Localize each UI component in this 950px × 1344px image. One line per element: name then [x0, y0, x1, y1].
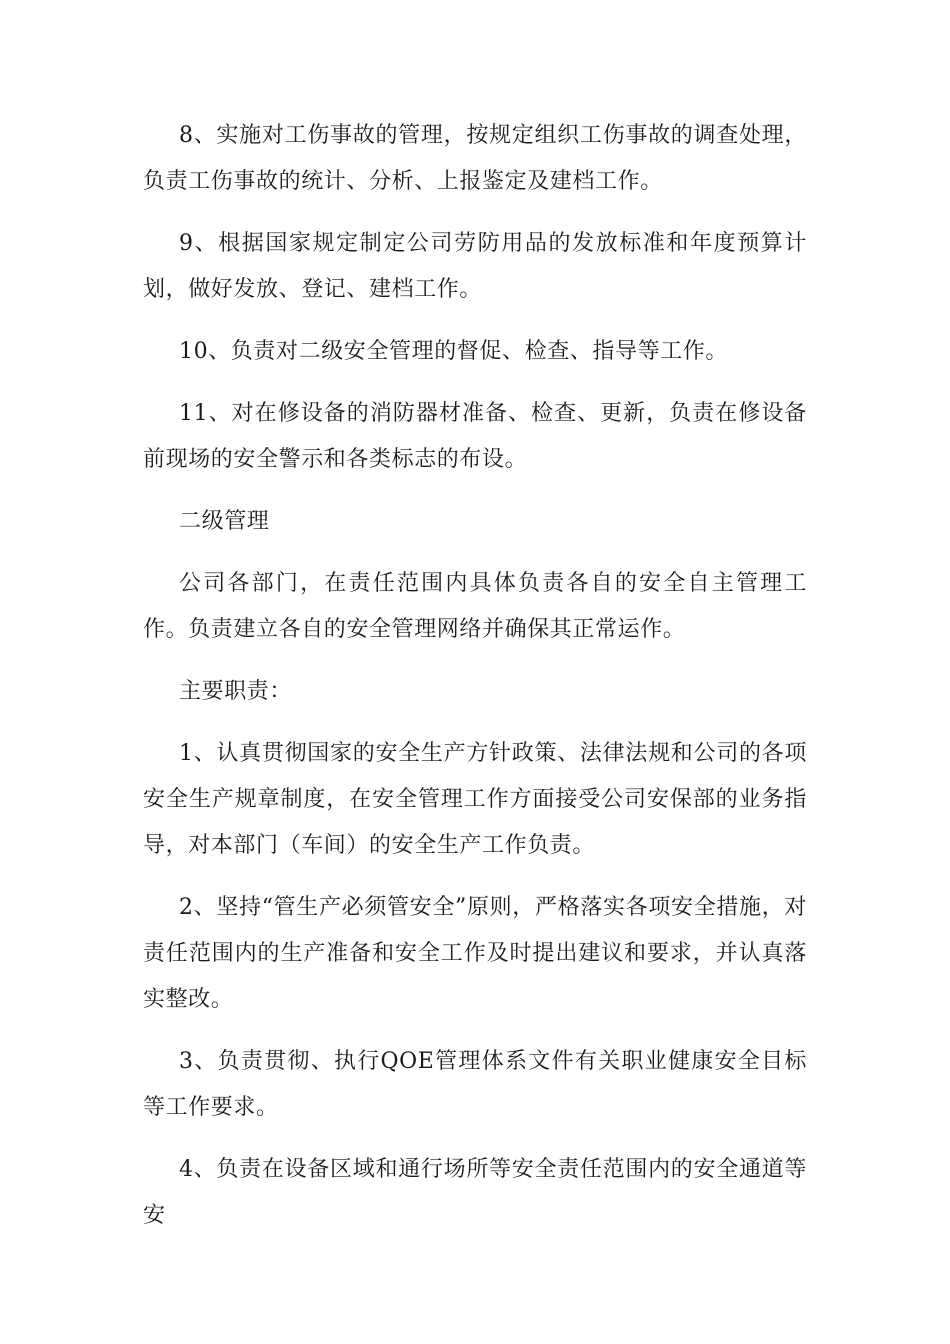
document-body [143, 113, 807, 1255]
paragraph-item-11: 11、对在修设备的消防器材准备、检查、更新，负责在修设备前现场的安全警示和各类标志的布设。 [143, 401, 807, 472]
paragraph-item-9: 9、根据国家规定制定公司劳防用品的发放标准和年度预算计划，做好发放、登记、建档工作。 [143, 231, 807, 302]
section-intro: 公司各部门，在责任范围内具体负责各自的安全自主管理工作。负责建立各自的安全管理网络并确保其正常运作。 [143, 571, 807, 642]
paragraph-item-8: 8、实施对工伤事故的管理，按规定组织工伤事故的调查处理，负责工伤事故的统计、分析、上报鉴定及建档工作。 [143, 123, 807, 194]
paragraph-item-10: 10、负责对二级安全管理的督促、检查、指导等工作。 [179, 339, 728, 364]
duty-item-2: 2、坚持“管生产必须管安全”原则，严格落实各项安全措施，对责任范围内的生产准备和安全工作及时提出建议和要求，并认真落实整改。 [143, 895, 807, 1012]
duty-item-1: 1、认真贯彻国家的安全生产方针政策、法律法规和公司的各项安全生产规章制度，在安全管理工作方面接受公司安保部的业务指导，对本部门（车间）的安全生产工作负责。 [143, 741, 807, 858]
section-heading: 二级管理 [179, 509, 270, 534]
duty-item-3: 3、负责贯彻、执行QOE管理体系文件有关职业健康安全目标等工作要求。 [143, 1049, 807, 1120]
duties-heading: 主要职责： [179, 679, 293, 704]
duty-item-4: 4、负责在设备区域和通行场所等安全责任范围内的安全通道等安 [143, 1157, 807, 1228]
